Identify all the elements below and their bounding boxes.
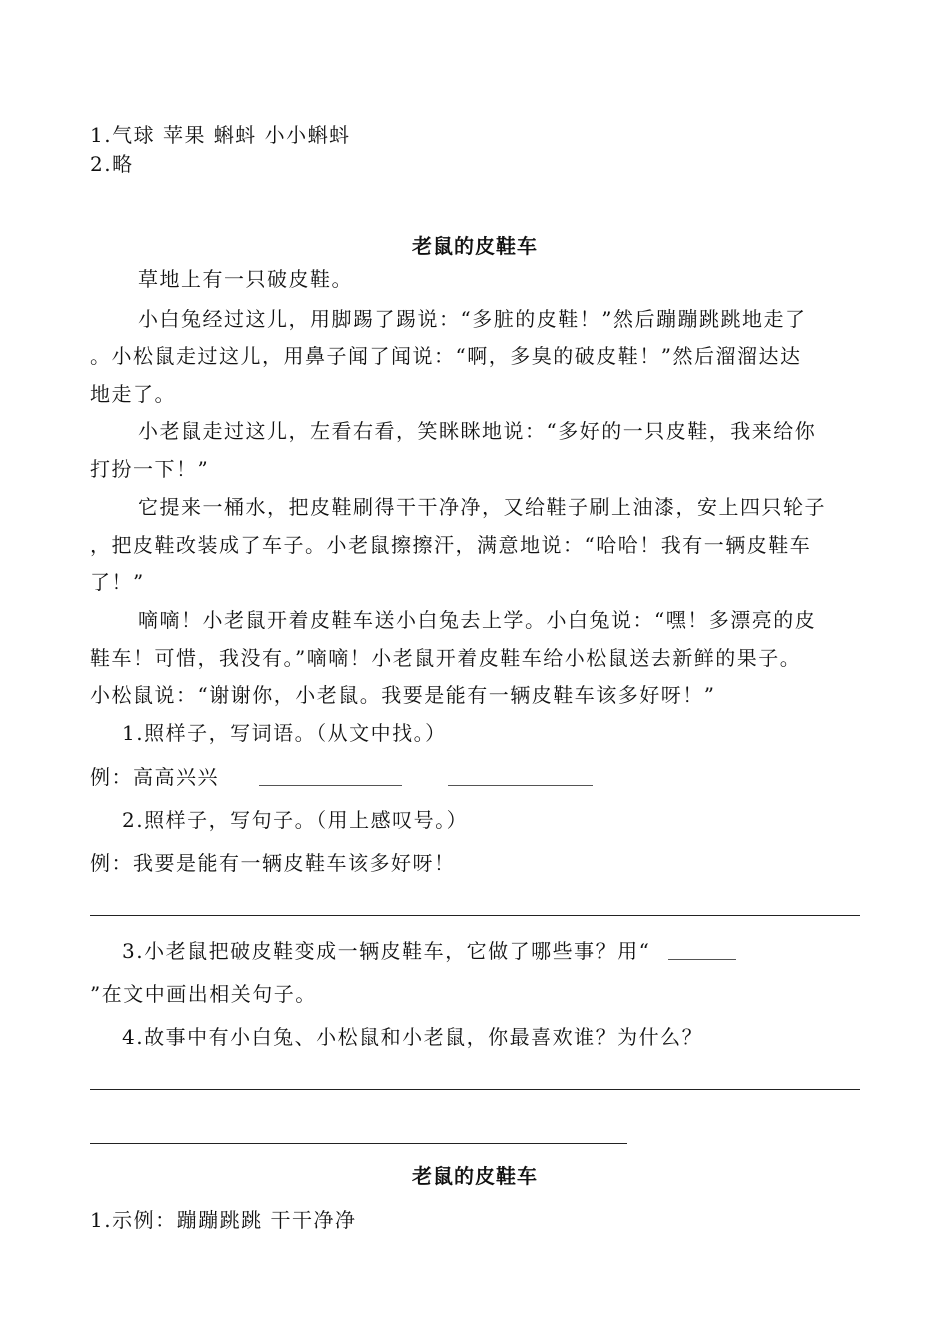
question-2-example: 例：我要是能有一辆皮鞋车该多好呀！ bbox=[90, 851, 456, 875]
question-1-example: 例：高高兴兴 bbox=[90, 765, 219, 789]
passage-line: 地走了。 bbox=[90, 382, 176, 406]
passage-line: 了！” bbox=[90, 570, 145, 594]
passage-line: 。小松鼠走过这儿，用鼻子闻了闻说：“啊，多臭的破皮鞋！”然后溜溜达达 bbox=[90, 344, 802, 368]
underline-symbol bbox=[668, 959, 736, 960]
passage-line: 打扮一下！” bbox=[90, 457, 210, 481]
answer-section-title: 老鼠的皮鞋车 bbox=[412, 1164, 538, 1188]
answer-line-1: 1.气球 苹果 蝌蚪 小小蝌蚪 bbox=[90, 123, 351, 147]
answer-line-2: 2.略 bbox=[90, 152, 134, 176]
passage-line: 草地上有一只破皮鞋。 bbox=[138, 267, 353, 291]
answer-blank-1[interactable] bbox=[259, 785, 402, 786]
passage-line: 小老鼠走过这儿，左看右看，笑眯眯地说：“多好的一只皮鞋，我来给你 bbox=[138, 419, 817, 443]
passage-line: ，把皮鞋改装成了车子。小老鼠擦擦汗，满意地说：“哈哈！我有一辆皮鞋车 bbox=[90, 533, 812, 557]
answer-blank-2[interactable] bbox=[448, 785, 593, 786]
answer-bottom-line-1: 1.示例：蹦蹦跳跳 干干净净 bbox=[90, 1208, 357, 1232]
section-divider bbox=[90, 1143, 627, 1144]
passage-line: 嘀嘀！小老鼠开着皮鞋车送小白兔去上学。小白兔说：“嘿！多漂亮的皮 bbox=[138, 608, 817, 632]
answer-line-q4[interactable] bbox=[90, 1089, 860, 1090]
question-1: 1.照样子，写词语。（从文中找。） bbox=[122, 721, 447, 745]
passage-line: 小松鼠说：“谢谢你，小老鼠。我要是能有一辆皮鞋车该多好呀！” bbox=[90, 683, 716, 707]
answer-line-q2[interactable] bbox=[90, 915, 860, 916]
question-3: 3.小老鼠把破皮鞋变成一辆皮鞋车，它做了哪些事？用“ bbox=[122, 939, 651, 963]
passage-line: 小白兔经过这儿，用脚踢了踢说：“多脏的皮鞋！”然后蹦蹦跳跳地走了 bbox=[138, 307, 807, 331]
passage-title: 老鼠的皮鞋车 bbox=[412, 234, 538, 258]
passage-line: 鞋车！可惜，我没有。”嘀嘀！小老鼠开着皮鞋车给小松鼠送去新鲜的果子。 bbox=[90, 646, 802, 670]
question-4: 4.故事中有小白兔、小松鼠和小老鼠，你最喜欢谁？为什么？ bbox=[122, 1025, 704, 1049]
question-3-continued: ”在文中画出相关句子。 bbox=[90, 982, 317, 1006]
question-2: 2.照样子，写句子。（用上感叹号。） bbox=[122, 808, 469, 832]
passage-line: 它提来一桶水，把皮鞋刷得干干净净，又给鞋子刷上油漆，安上四只轮子 bbox=[138, 495, 826, 519]
